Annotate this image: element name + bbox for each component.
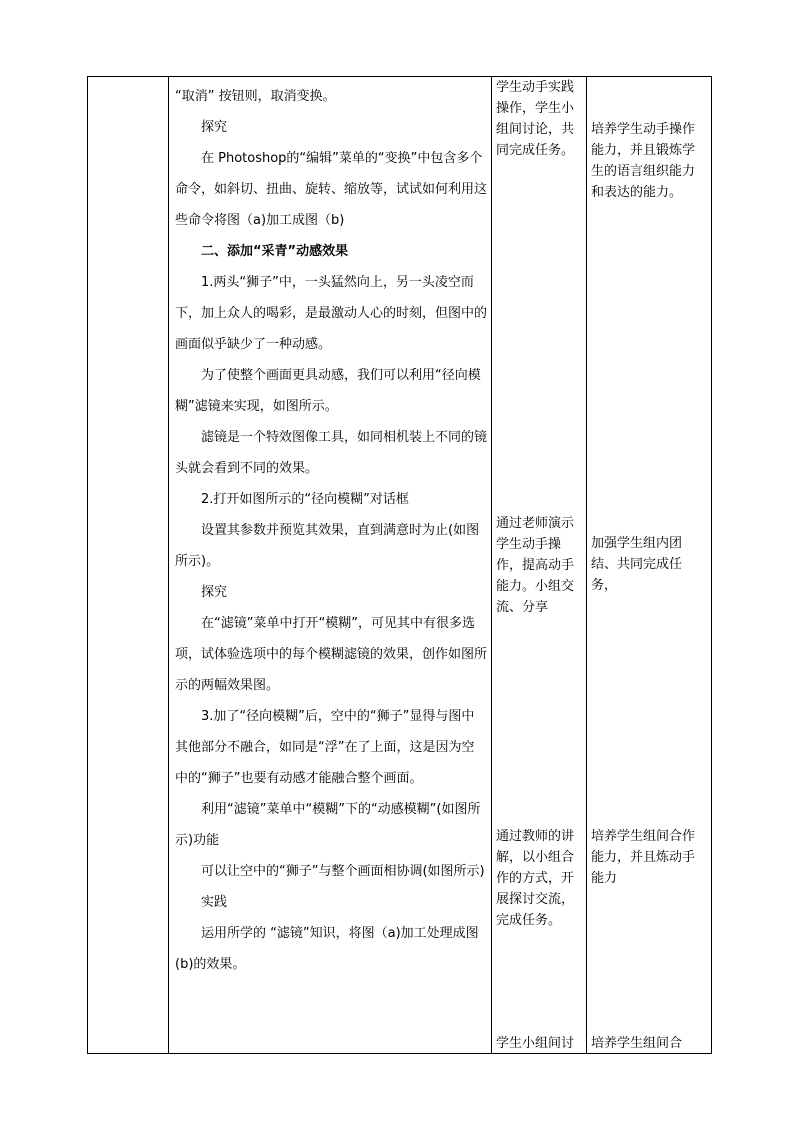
design-intent-cell	[587, 77, 712, 1054]
content-paragraph: 利用“滤镜”菜单中“模糊”下的“动感模糊”(如图所示)功能	[175, 802, 481, 848]
content-paragraph: 滤镜是一个特效图像工具，如同相机装上不同的镜头就会看到不同的效果。	[175, 430, 488, 476]
design-intent-note: 培养学生组间合	[591, 1036, 683, 1051]
section-label-explore: 探究	[201, 585, 228, 600]
section-heading: 二、添加“采青”动感效果	[201, 244, 349, 259]
stage-column-cell	[88, 77, 169, 1054]
student-activity-note: 学生小组间讨	[496, 1036, 575, 1051]
student-activity-cell	[492, 77, 587, 1054]
table-row	[88, 77, 712, 1054]
design-intent-note: 培养学生组间合作能力，并且炼动手能力	[591, 829, 696, 886]
content-paragraph: 设置其参数并预览其效果，直到满意时为止(如图所示)。	[175, 523, 480, 569]
content-paragraph: 运用所学的 “滤镜”知识，将图（a)加工处理成图(b)的效果。	[175, 926, 479, 972]
content-paragraph: 在 Photoshop的“编辑”菜单的“变换”中包含多个命令，如斜切、扭曲、旋转、缩放等，试试如何利用这些命令将图（a)加工成图（b)	[175, 151, 488, 228]
teaching-content-cell	[169, 77, 492, 1054]
content-paragraph: 2.打开如图所示的“径向模糊”对话框	[201, 492, 409, 507]
design-intent-note: 加强学生组内团结、共同完成任务，	[591, 536, 683, 593]
content-paragraph: 1.两头“狮子”中，一头猛然向上，另一头凌空而下，加上众人的喝彩，是最激动人心的时刻，但图中的画面似乎缺少了一种动感。	[175, 275, 488, 352]
lesson-plan-table	[87, 76, 712, 1054]
section-label-practice: 实践	[201, 895, 228, 910]
section-label-explore: 探究	[201, 120, 228, 135]
content-paragraph: “取消” 按钮则，取消变换。	[175, 89, 336, 104]
design-intent-note: 培养学生动手操作能力，并且锻炼学生的语言组织能力和表达的能力。	[591, 122, 696, 200]
content-paragraph: 在“滤镜”菜单中打开“模糊”，可见其中有很多选项，试体验选项中的每个模糊滤镜的效果，创作如图所示的两幅效果图。	[175, 616, 488, 693]
student-activity-note: 学生动手实践操作，学生小组间讨论，共同完成任务。	[496, 80, 575, 158]
content-paragraph: 3.加了“径向模糊”后，空中的“狮子”显得与图中其他部分不融合，如同是“浮”在了上面，这是因为空中的“狮子”也要有动感才能融合整个画面。	[175, 709, 475, 786]
content-paragraph: 可以让空中的“狮子”与整个画面相协调(如图所示)	[201, 864, 485, 879]
content-paragraph: 为了使整个画面更具动感，我们可以利用“径向模糊”滤镜来实现，如图所示。	[175, 368, 481, 414]
student-activity-note: 通过教师的讲解，以小组合作的方式，开展探讨交流，完成任务。	[496, 829, 575, 928]
student-activity-note: 通过老师演示学生动手操作，提高动手能力。小组交流、分享	[496, 516, 575, 615]
